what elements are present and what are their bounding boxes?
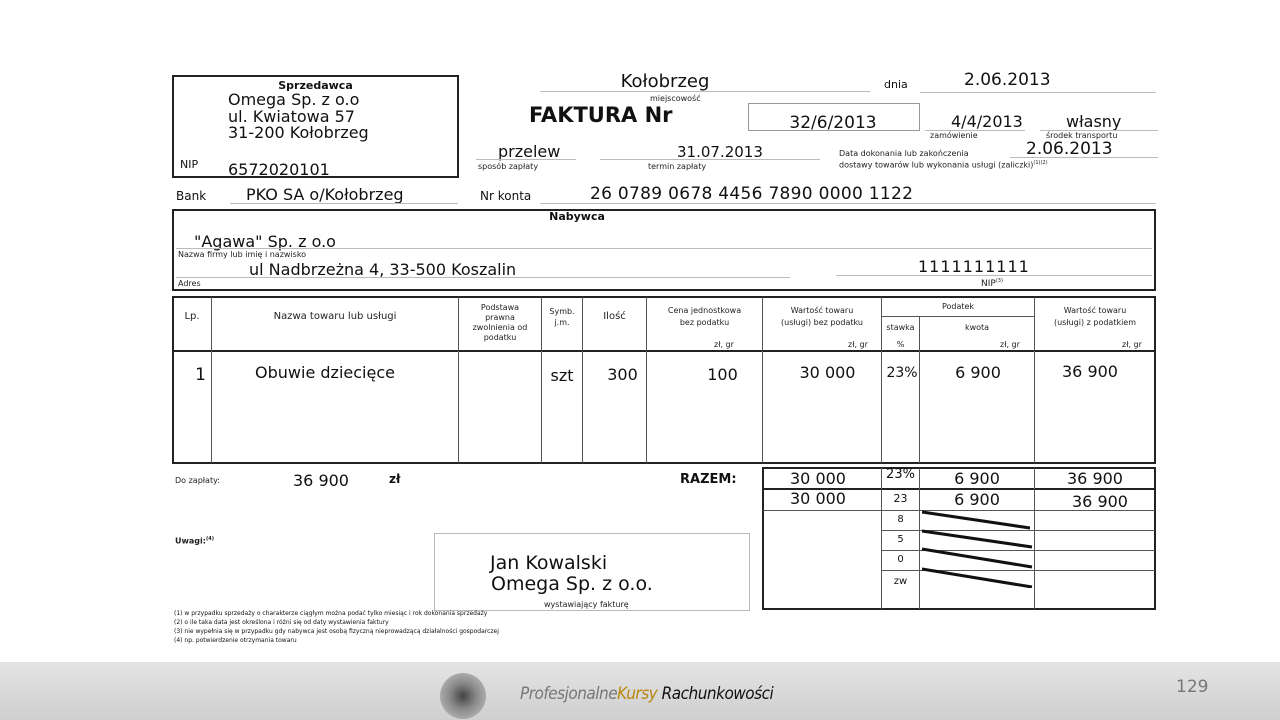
pay-currency: zł [389,472,401,486]
breakdown-rate-8: 8 [897,514,904,525]
issuer-label: wystawiający fakturę [544,600,629,609]
footnote-2: (2) o ile taka data jest określona i różni się od daty wystawienia faktury [174,619,389,626]
payment-method-line [476,159,576,160]
breakdown-rate-zw: zw [893,576,908,587]
pay-label: Do zapłaty: [175,476,220,485]
buyer-nip: 1111111111 [918,257,1030,276]
header-unit-2: j.m. [554,318,570,327]
seller-nip: 6572020101 [228,160,330,179]
seller-name: Omega Sp. z o.o [228,90,360,109]
bank-value: PKO SA o/Kołobrzeg [246,185,404,204]
payment-due-label: termin zapłaty [648,162,707,171]
items-header-divider [173,350,1155,352]
place-value: Kołobrzeg [620,71,710,92]
footnote-1: (1) w przypadku sprzedaży o charakterze ciągłym można podać tylko miesiąc i rok dokonania sprzedaży [174,610,488,617]
buyer-name-label: Nazwa firmy lub imię i nazwisko [178,250,307,259]
row-rate: 23% [886,365,918,381]
payment-due: 31.07.2013 [677,143,763,161]
completion-label-2: dostawy towarów lub wykonania usługi (zaliczki)$^{(1)(2)}$ [839,160,1048,170]
razem-net: 30 000 [790,469,846,488]
header-basis-4: podatku [483,333,517,342]
issuer-name: Jan Kowalski [490,552,608,574]
page-number: 129 [1176,677,1209,697]
footnote-3: (3) nie wypełnia się w przypadku gdy nabywca jest osobą fizyczną nieprowadzącą działalności gospodarczej [174,628,499,635]
buyer-nip-label: NIP$^{(3)}$ [981,278,1003,289]
bank-line [230,203,458,204]
account-label: Nr konta [480,189,532,203]
row-unit: szt [550,366,574,385]
razem-label: RAZEM: [680,472,737,487]
row-amount: 6 900 [955,363,1001,382]
breakdown-amount: 6 900 [954,490,1000,509]
row-qty: 300 [607,365,638,384]
seller-street: ul. Kwiatowa 57 [228,107,355,126]
header-rate: stawka [886,323,915,332]
header-gross-unit: zł, gr [1122,340,1142,349]
header-basis-1: Podstawa [480,303,520,312]
header-amount: kwota [964,323,990,332]
tax-header-divider [881,316,1034,317]
buyer-name-line [176,248,1152,249]
date-label: dnia [884,78,908,91]
header-basis-3: zwolnienia od [472,323,528,332]
breakdown-net: 30 000 [790,489,846,508]
completion-line [1010,157,1158,158]
header-net-2: (usługi) bez podatku [781,318,863,327]
buyer-address-label: Adres [178,279,201,288]
header-lp: Lp. [184,311,200,322]
header-amount-unit: zł, gr [1000,340,1020,349]
remarks-label: Uwagi:$^{(4)}$ [175,536,215,546]
header-tax: Podatek [941,302,975,311]
col-divider [919,317,920,463]
razem-gross: 36 900 [1067,469,1123,488]
account-value: 26 0789 0678 4456 7890 0000 1122 [590,184,914,204]
breakdown-rate-0: 0 [897,554,904,565]
razem-rate: 23% [886,467,915,482]
date-line [920,92,1156,93]
header-net-1: Wartość towaru [790,306,854,315]
footnote-4: (4) np. potwierdzenie otrzymania towaru [174,637,297,644]
completion-value: 2.06.2013 [1026,139,1113,159]
brand-text: ProfesjonalneKursy Rachunkowości [520,684,774,704]
header-net-unit: zł, gr [848,340,868,349]
transport-value: własny [1066,112,1122,131]
order-value: 4/4/2013 [951,112,1023,131]
payment-method: przelew [498,142,561,161]
header-name: Nazwa towaru lub usługi [273,311,397,322]
row-price: 100 [707,365,738,384]
place-line [540,91,870,92]
buyer-header: Nabywca [549,210,605,223]
date-value: 2.06.2013 [964,70,1051,90]
account-line [540,203,1156,204]
row-net: 30 000 [799,363,856,382]
seller-city: 31-200 Kołobrzeg [228,123,369,142]
header-gross-1: Wartość towaru [1063,306,1127,315]
header-basis-2: prawna [485,313,515,322]
order-label: zamówienie [930,131,978,140]
header-unit-1: Symb. [549,307,575,316]
header-gross-2: (usługi) z podatkiem [1053,318,1137,327]
row-gross: 36 900 [1062,362,1118,381]
completion-label-1: Data dokonania lub zakończenia [839,149,969,158]
place-label: miejscowość [650,94,701,103]
header-rate-unit: % [896,340,905,349]
row-lp: 1 [195,365,206,385]
payment-method-label: sposób zapłaty [478,162,539,171]
issuer-company: Omega Sp. z o.o. [491,573,653,595]
buyer-address: ul Nadbrzeżna 4, 33-500 Koszalin [249,260,517,279]
buyer-address-line [176,277,790,278]
seller-nip-label: NIP [180,158,199,171]
header-price-2: bez podatku [679,318,730,327]
header-price-unit: zł, gr [714,340,734,349]
bank-label: Bank [176,189,207,203]
payment-due-line [600,159,820,160]
transport-label: środek transportu [1046,131,1118,140]
header-qty: Ilość [603,311,626,322]
buyer-name: "Agawa" Sp. z o.o [194,232,336,251]
breakdown-rate-5: 5 [897,534,904,545]
seller-header: Sprzedawca [278,79,353,92]
header-price-1: Cena jednostkowa [667,306,742,315]
row-name: Obuwie dziecięce [255,363,395,382]
invoice-title: FAKTURA Nr [529,103,673,127]
breakdown-rate: 23 [893,492,908,505]
buyer-nip-line [836,275,1152,276]
breakdown-gross: 36 900 [1072,492,1128,511]
cross-out-strokes [918,508,1038,588]
razem-amount: 6 900 [954,469,1000,488]
invoice-number: 32/6/2013 [789,113,877,133]
pay-value: 36 900 [293,471,349,490]
logo-circle-icon [440,673,486,719]
